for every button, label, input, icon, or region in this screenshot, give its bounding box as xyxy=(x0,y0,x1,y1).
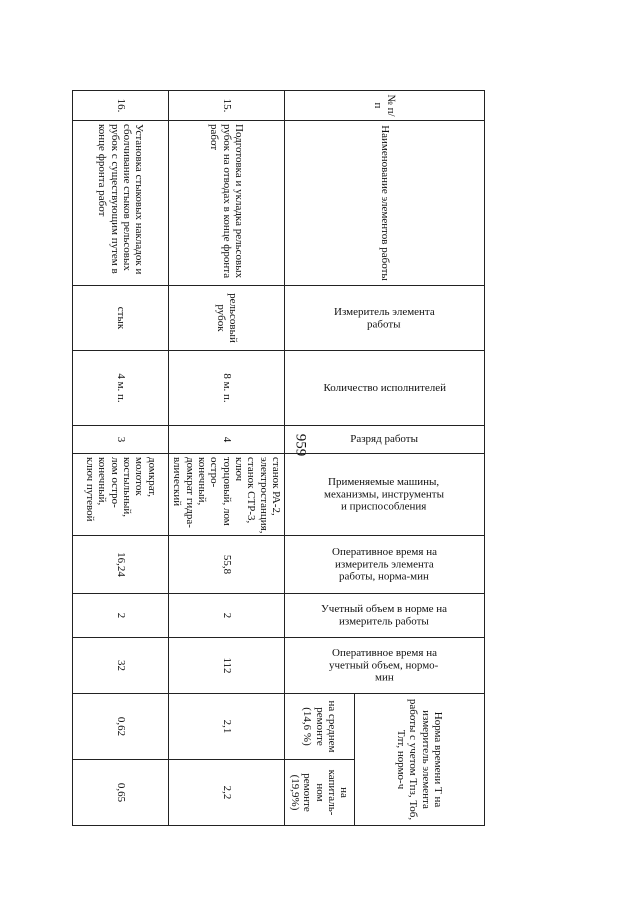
header-machines: Применяемые машины, механизмы, инструменты и приспособления xyxy=(285,454,485,536)
cell-machines: домкрат, молоток костыльный, лом остро-конечный, ключ путевой xyxy=(73,454,169,536)
header-meter: Измеритель элемента работы xyxy=(285,286,485,351)
page-number: 959 xyxy=(292,433,309,457)
cell-volume: 2 xyxy=(73,594,169,638)
cell-op-time-volume: 112 xyxy=(169,638,285,694)
cell-norm-avg: 2,1 xyxy=(169,694,285,760)
cell-op-time-meter: 55,8 xyxy=(169,536,285,594)
cell-num: 15. xyxy=(169,91,285,121)
norms-table-frame xyxy=(84,90,485,825)
header-num: № п/п xyxy=(285,91,485,121)
cell-norm-cap: 2,2 xyxy=(169,760,285,826)
table-row xyxy=(73,91,169,826)
cell-meter: стык xyxy=(73,286,169,351)
cell-norm-avg: 0,62 xyxy=(73,694,169,760)
header-grade: Разряд работы xyxy=(285,426,485,454)
header-volume: Учетный объем в норме на измеритель работы xyxy=(285,594,485,638)
cell-meter: рельсовый рубок xyxy=(169,286,285,351)
table-row xyxy=(169,91,285,826)
cell-num: 16. xyxy=(73,91,169,121)
cell-volume: 2 xyxy=(169,594,285,638)
cell-grade: 4 xyxy=(169,426,285,454)
header-workers: Количество исполнителей xyxy=(285,351,485,426)
cell-op-time-volume: 32 xyxy=(73,638,169,694)
cell-workers: 4 м. п. xyxy=(73,351,169,426)
header-row xyxy=(355,91,485,826)
cell-workers: 8 м. п. xyxy=(169,351,285,426)
cell-name: Установка стыковых накладок и сболчивание стыков рельсовых рубок с существующим путем в конце фронта работ xyxy=(73,121,169,286)
cell-norm-cap: 0,65 xyxy=(73,760,169,826)
header-op-time-meter: Оперативное время на измеритель элемента работы, норма-мин xyxy=(285,536,485,594)
cell-op-time-meter: 16,24 xyxy=(73,536,169,594)
header-norm-cap: на капиталь-ном ремонте (19,9%) xyxy=(285,760,355,826)
cell-machines: станок РА-2, электростанция, станок СТР-3, ключ торцовый, лом остро-конечный, домкрат гидра-влический xyxy=(169,454,285,536)
header-norm-avg: на среднем ремонте (14,6 %) xyxy=(285,694,355,760)
header-name: Наименование элементов работы xyxy=(285,121,485,286)
header-norm: Норма времени Т на измеритель элемента работы с учетом Тпз, Тоб, Тлт, нормо-ч xyxy=(355,694,485,826)
header-op-time-volume: Оперативное время на учетный объем, нормо-мин xyxy=(285,638,485,694)
cell-grade: 3 xyxy=(73,426,169,454)
norms-table xyxy=(72,90,485,826)
cell-name: Подготовка и укладка рельсовых рубок на отводах в конце фронта работ xyxy=(169,121,285,286)
